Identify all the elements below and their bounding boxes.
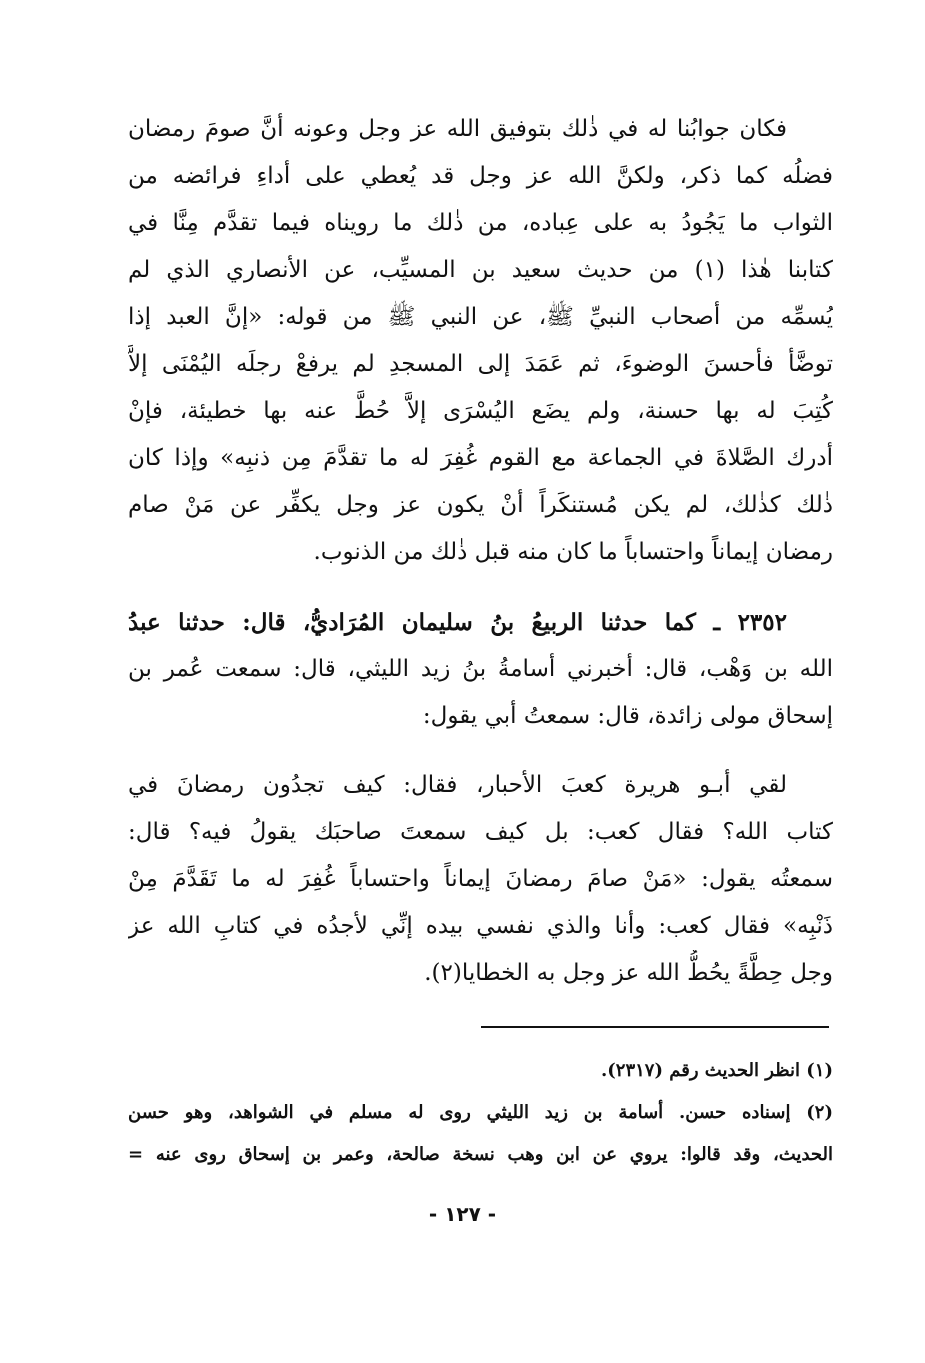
footnote-line: (٢) إسناده حسن. أسامة بن زيد الليثي روى له مسلم في الشواهد، وهو حسن — [128, 1102, 833, 1123]
footnotes — [128, 1050, 833, 1176]
text-line: توضَّأ فأحسنَ الوضوءَ، ثم عَمَدَ إلى المسجدِ لم يرفعْ رجلَه اليُمْنَى إلاَّ — [128, 351, 833, 377]
text-line: فكان جوابُنا له في ذٰلك بتوفيق الله عز وجل وعونه أنَّ صومَ رمضان — [128, 116, 787, 142]
text-line: الثواب ما يَجُودُ به على عِباده، من ذٰلك ما رويناه فيما تقدَّم مِنَّا في — [128, 210, 833, 236]
paragraph-commentary — [128, 106, 833, 576]
text-line: كتاب الله؟ فقال كعب: بل كيف سمعتَ صاحبَك يقولُ فيه؟ قال: — [128, 819, 833, 845]
text-line: رمضان إيماناً واحتساباً ما كان منه قبل ذٰلك من الذنوب. — [313, 539, 833, 565]
text-line: فضلُه كما ذكر، ولكنَّ الله عز وجل قد يُعطي على أداءِ فرائضه من — [128, 163, 833, 189]
footnote-separator — [481, 1026, 829, 1028]
text-line: كتابنا هٰذا (١) من حديث سعيد بن المسيِّب، عن الأنصاري الذي لم — [128, 257, 833, 283]
text-line: وجل حِطَّةً يحُطُّ الله عز وجل به الخطايا(٢). — [424, 960, 833, 986]
text-line: سمعتُه يقول: «مَنْ صامَ رمضانَ إيماناً واحتساباً غُفِرَ له ما تَقَدَّمَ مِنْ — [128, 866, 833, 892]
text-line: إسحاق مولى زائدة، قال: سمعتُ أبي يقول: — [422, 703, 833, 729]
text-line: لقي أبـو هريرة كعبَ الأحبار، فقال: كيف تجدُون رمضانَ في — [128, 772, 787, 798]
text-line: أدرك الصَّلاةَ في الجماعة مع القوم غُفِرَ له ما تقدَّمَ مِن ذنبِه» وإذا كان — [128, 445, 833, 471]
text-line: ذَنْبِه» فقال كعب: وأنا والذي نفسي بيده إنِّي لأجدُه في كتابِ الله عز — [128, 913, 833, 939]
text-line: الله بن وَهْب، قال: أخبرني أسامةُ بنُ زيد الليثي، قال: سمعت عُمر بن — [128, 656, 833, 682]
text-line: ٢٣٥٢ ـ كما حدثنا الربيعُ بنُ سليمان المُرَاديُّ، قال: حدثنا عبدُ — [128, 609, 787, 636]
footnote-line: الحديث، وقد قالوا: يروي عن ابن وهب نسخة صالحة، وعمر بن إسحاق روى عنه = — [128, 1144, 833, 1165]
text-line: يُسمِّه من أصحاب النبيِّ ﷺ، عن النبي ﷺ من قوله: «إنَّ العبد إذا — [128, 304, 833, 330]
page-number: - ١٢٧ - — [428, 1202, 497, 1226]
text-line: كُتِبَ له بها حسنة، ولم يضَع اليُسْرَى إلاَّ حُطَّ عنه بها خطيئة، فإنْ — [128, 398, 833, 424]
paragraph-hadith-isnad — [128, 599, 833, 740]
footnote-line: (١) انظر الحديث رقم (٢٣١٧). — [601, 1060, 833, 1081]
paragraph-hadith-matn — [128, 762, 833, 997]
text-line: ذٰلك كذٰلك، لم يكن مُستنكَراً أنْ يكون عز وجل يكفِّر عن مَنْ صام — [128, 492, 833, 518]
